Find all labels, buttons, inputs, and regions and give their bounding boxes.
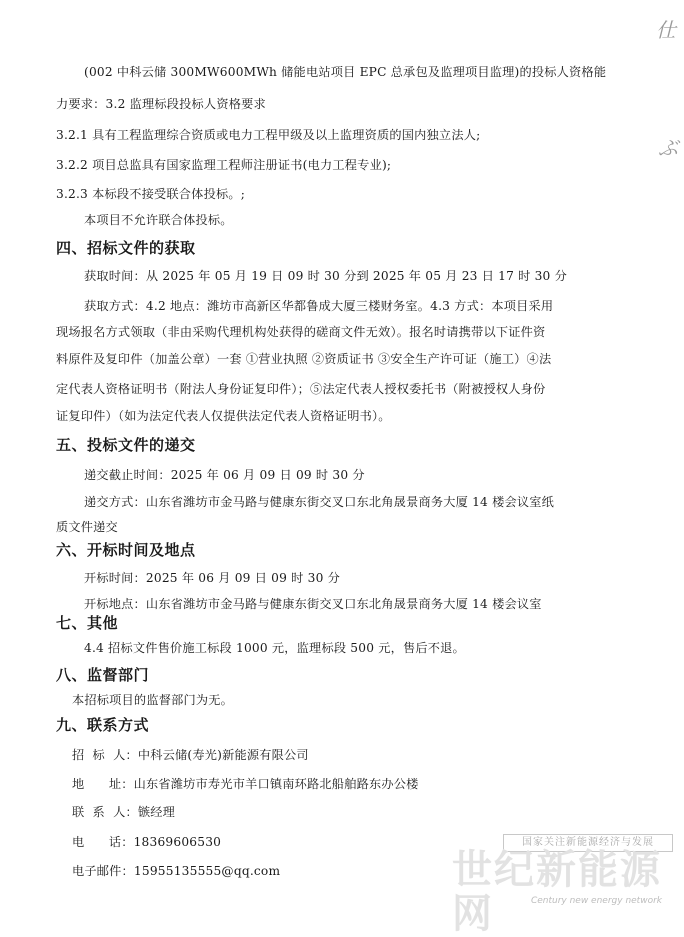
watermark-stamp: 国家关注新能源经济与发展 xyxy=(503,834,673,852)
opening-place: 开标地点：山东省潍坊市金马路与健康东街交叉口东北角晟景商务大厦 14 楼会议室 xyxy=(84,597,542,611)
section-6-title: 六、开标时间及地点 xyxy=(56,541,196,559)
acquisition-method-line-3: 料原件及复印件（加盖公章）一套 ①营业执照 ②资质证书 ③安全生产许可证（施工）④法 xyxy=(56,352,552,366)
qualification-line-1: (002 中科云储 300MW600MWh 储能电站项目 EPC 总承包及监理项目监理)的投标人资格能 xyxy=(84,65,607,79)
acquisition-method-line-2: 现场报名方式领取（非由采购代理机构处获得的磋商文件无效）。报名时请携带以下证件资 xyxy=(56,325,546,339)
submission-deadline: 递交截止时间：2025 年 06 月 09 日 09 时 30 分 xyxy=(84,468,365,482)
watermark-brand-logo: 世纪新能源网 xyxy=(452,847,662,937)
watermark-glyph-bottom: ぶ xyxy=(658,136,678,160)
contact-email: 电子邮件：15955135555@qq.com xyxy=(72,864,281,878)
supervision-dept: 本招标项目的监督部门为无。 xyxy=(72,693,234,707)
acquisition-method-line-4: 定代表人资格证明书（附法人身份证复印件）；⑤法定代表人授权委托书（附被授权人身份 xyxy=(56,382,546,396)
contact-address: 地 址：山东省潍坊市寿光市羊口镇南环路北船舶路东办公楼 xyxy=(72,777,419,791)
watermark-glyph-top: 仕 xyxy=(656,18,676,42)
section-7-title: 七、其他 xyxy=(56,614,119,632)
section-8-title: 八、监督部门 xyxy=(56,666,150,684)
acquisition-time: 获取时间：从 2025 年 05 月 19 日 09 时 30 分到 2025 年 05 月 23 日 17 时 30 分 xyxy=(84,269,567,283)
contact-person: 联 系 人：镞经理 xyxy=(72,805,176,819)
section-4-title: 四、招标文件的获取 xyxy=(56,239,196,257)
section-5-title: 五、投标文件的递交 xyxy=(56,436,196,454)
acquisition-method-line-5: 证复印件）（如为法定代表人仅提供法定代表人资格证明书）。 xyxy=(56,409,391,423)
qualification-line-2: 力要求：3.2 监理标段投标人资格要求 xyxy=(56,97,266,111)
qualification-item-1: 3.2.1 具有工程监理综合资质或电力工程甲级及以上监理资质的国内独立法人; xyxy=(56,128,481,142)
acquisition-method-line-1: 获取方式：4.2 地点：潍坊市高新区华都鲁成大厦三楼财务室。4.3 方式：本项目采用 xyxy=(84,299,554,313)
qualification-item-2: 3.2.2 项目总监具有国家监理工程师注册证书(电力工程专业); xyxy=(56,158,392,172)
document-price: 4.4 招标文件售价施工标段 1000 元，监理标段 500 元，售后不退。 xyxy=(84,641,465,655)
opening-time: 开标时间：2025 年 06 月 09 日 09 时 30 分 xyxy=(84,571,340,585)
submission-method-line-1: 递交方式：山东省潍坊市金马路与健康东街交叉口东北角晟景商务大厦 14 楼会议室纸 xyxy=(84,495,555,509)
section-9-title: 九、联系方式 xyxy=(56,716,150,734)
consortium-note: 本项目不允许联合体投标。 xyxy=(84,213,233,227)
submission-method-line-2: 质文件递交 xyxy=(56,520,118,534)
handwritten-watermark xyxy=(648,14,684,164)
contact-phone: 电 话：18369606530 xyxy=(72,835,222,849)
qualification-item-3: 3.2.3 本标段不接受联合体投标。; xyxy=(56,187,246,201)
watermark-brand-subtitle: Century new energy network xyxy=(530,896,662,906)
contact-tenderer: 招 标 人：中科云储(寿光)新能源有限公司 xyxy=(72,748,309,762)
